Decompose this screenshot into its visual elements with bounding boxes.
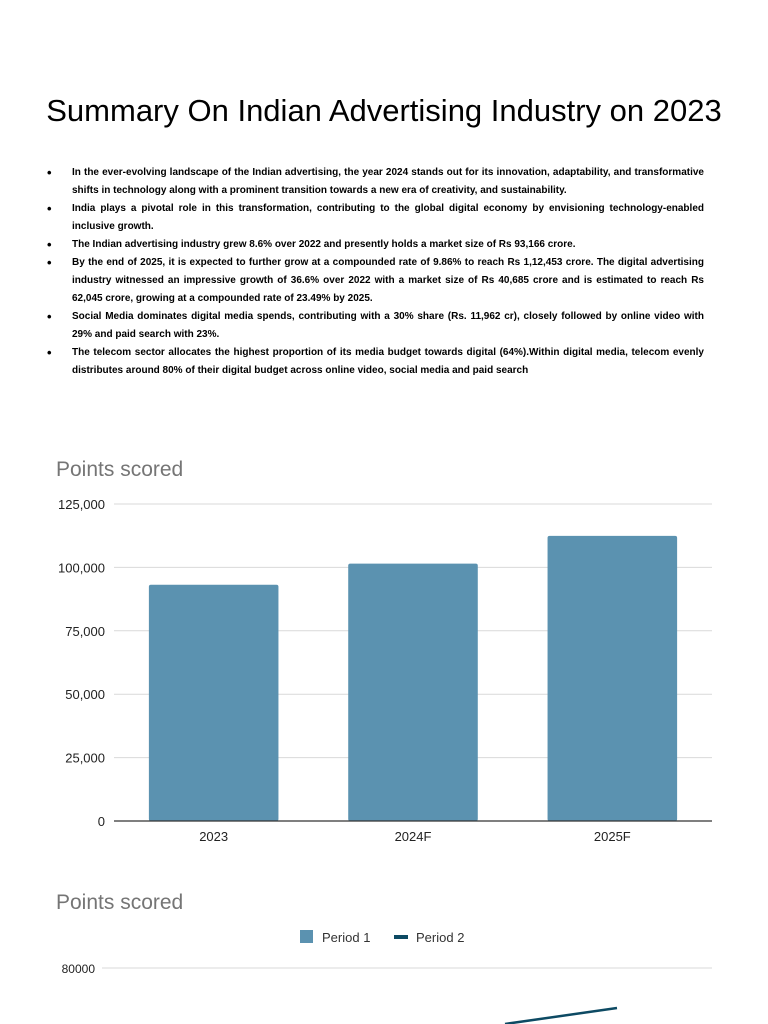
y-axis-ticks	[58, 497, 105, 829]
bullet-item: • Social Media dominates digital media spends, contributing with a 30% share (Rs. 11,962 cr), closely followed by online video with 29% and paid search with 23%.	[72, 308, 704, 344]
x-tick-label: 2023	[199, 829, 229, 844]
bullet-item: • In the ever-evolving landscape of the Indian advertising, the year 2024 stands out for its innovation, adaptability, and transformative shifts in technology along with a prominent transition towards a new era of creativity, and sustainability.	[72, 164, 704, 200]
bar	[149, 585, 279, 821]
combo-chart	[0, 880, 768, 1024]
legend-swatch-period-1	[300, 930, 313, 943]
bar-series	[149, 536, 677, 821]
series-line-period-2	[505, 1008, 617, 1024]
y-tick-label: 75,000	[65, 623, 105, 639]
chart-title: Points scored	[56, 891, 184, 914]
bar	[548, 536, 678, 821]
bullet-item: • The Indian advertising industry grew 8.6% over 2022 and presently holds a market size of Rs 93,166 crore.	[72, 236, 704, 254]
legend-label-period-1: Period 1	[322, 930, 371, 945]
bullet-item: • By the end of 2025, it is expected to further grow at a compounded rate of 9.86% to reach Rs 1,12,453 crore. The digital advertising industry witnessed an impressive growth of 36.6% over 2022 with a market size of Rs 40,685 crore and is estimated to reach Rs 62,045 crore, growing at a compounded rate of 23.49% by 2025.	[72, 254, 704, 308]
y-tick-label: 0	[97, 814, 105, 829]
legend-swatch-period-2	[394, 935, 408, 939]
x-tick-label: 2025F	[593, 829, 631, 844]
summary-bullet-list	[72, 164, 704, 380]
y-tick-label: 100,000	[58, 560, 105, 576]
y-tick-label: 125,000	[58, 497, 105, 512]
x-tick-label: 2024F	[394, 829, 432, 844]
x-axis-labels	[199, 829, 631, 844]
y-tick-label: 25,000	[65, 750, 105, 766]
y-tick-label: 50,000	[65, 687, 105, 703]
y-tick-label: 80000	[61, 962, 95, 976]
bar-chart	[0, 440, 768, 860]
bullet-item: • The telecom sector allocates the highest proportion of its media budget towards digital (64%).Within digital media, telecom evenly distributes around 80% of their digital budget across online video, social media and paid search	[72, 344, 704, 380]
bullet-item: • India plays a pivotal role in this transformation, contributing to the global digital economy by envisioning technology-enabled inclusive growth.	[72, 200, 704, 236]
bar	[348, 564, 478, 821]
legend-label-period-2: Period 2	[416, 930, 465, 945]
page-title: Summary On Indian Advertising Industry on 2023	[46, 93, 722, 128]
chart-title: Points scored	[56, 458, 184, 481]
